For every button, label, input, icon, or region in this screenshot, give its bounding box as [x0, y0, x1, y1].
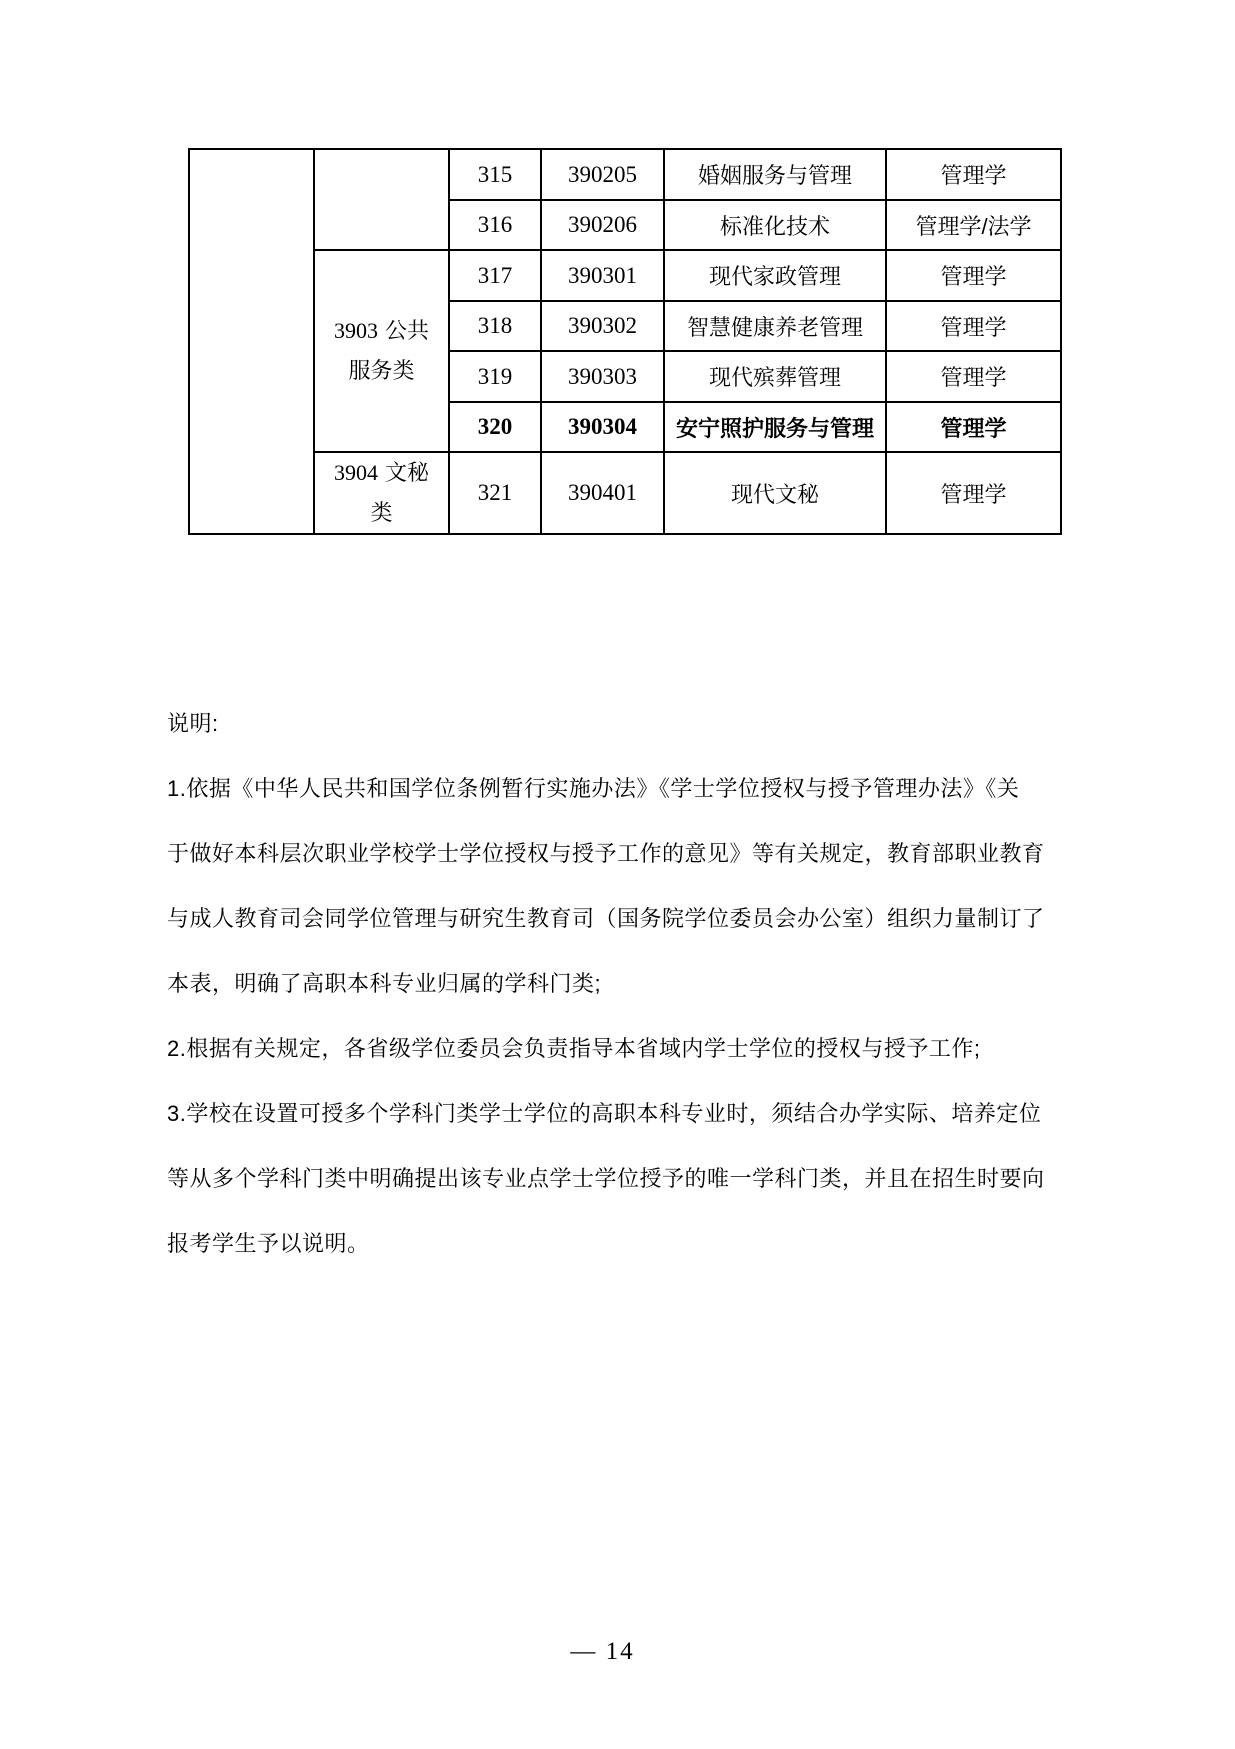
- note-3-line-2: 等从多个学科门类中明确提出该专业点学士学位授予的唯一学科门类，并且在招生时要向: [167, 1166, 1045, 1191]
- table-row-321: [189, 452, 1061, 534]
- serial-cell: 315: [449, 149, 541, 200]
- code-cell: 390401: [541, 452, 664, 534]
- serial-cell: 318: [449, 301, 541, 351]
- category-line: [315, 453, 448, 493]
- note-3-line-3: 报考学生予以说明。: [167, 1231, 370, 1256]
- notes-heading: 说明:: [167, 711, 219, 736]
- note-1-line-3: 与成人教育司会同学位管理与研究生教育司（国务院学位委员会办公室）组织力量制订了: [167, 906, 1045, 931]
- discipline-cell: 管理学/法学: [886, 200, 1061, 250]
- serial-cell: 319: [449, 351, 541, 402]
- major-cell: 现代文秘: [664, 452, 886, 534]
- major-cell: 标准化技术: [664, 200, 886, 250]
- category-number: 3903: [333, 318, 378, 343]
- serial-cell: 321: [449, 452, 541, 534]
- code-cell: 390302: [541, 301, 664, 351]
- major-cell: 智慧健康养老管理: [664, 301, 886, 351]
- major-cell: 安宁照护服务与管理: [664, 402, 886, 452]
- majors-table: [188, 148, 1062, 535]
- discipline-cell: 管理学: [886, 351, 1061, 402]
- category-line: 类: [370, 500, 393, 525]
- code-cell: 390206: [541, 200, 664, 250]
- serial-cell: 317: [449, 250, 541, 301]
- major-cell: 婚姻服务与管理: [664, 149, 886, 200]
- discipline-cell: 管理学: [886, 452, 1061, 534]
- left-spacer-cell: [189, 149, 314, 534]
- serial-cell: 320: [449, 402, 541, 452]
- table-row-315: [189, 149, 1061, 200]
- discipline-cell: 管理学: [886, 402, 1061, 452]
- note-2-line-1: 2.根据有关规定，各省级学位委员会负责指导本省域内学士学位的授权与授予工作;: [167, 1036, 981, 1061]
- discipline-cell: 管理学: [886, 149, 1061, 200]
- note-1-line-4: 本表，明确了高职本科专业归属的学科门类;: [167, 971, 602, 996]
- category-line: [315, 311, 448, 351]
- code-cell: 390301: [541, 250, 664, 301]
- table-row-317: [189, 250, 1061, 301]
- discipline-cell: 管理学: [886, 301, 1061, 351]
- category-line: 服务类: [348, 358, 415, 383]
- major-cell: 现代殡葬管理: [664, 351, 886, 402]
- category-cell-3903: [314, 250, 449, 452]
- category-name: 文秘: [384, 460, 429, 485]
- majors-table-container: [188, 148, 1062, 535]
- discipline-cell: 管理学: [886, 250, 1061, 301]
- category-number: 3904: [333, 460, 378, 485]
- note-1-line-1: 1.依据《中华人民共和国学位条例暂行实施办法》《学士学位授权与授予管理办法》《关: [167, 776, 1020, 801]
- category-name: 公共: [384, 318, 429, 343]
- notes-section: [167, 691, 1072, 1276]
- code-cell: 390304: [541, 402, 664, 452]
- note-3-line-1: 3.学校在设置可授多个学科门类学士学位的高职本科专业时，须结合办学实际、培养定位: [167, 1101, 1042, 1126]
- category-cell-3904: [314, 452, 449, 534]
- category-cell-continued: [314, 149, 449, 250]
- code-cell: 390303: [541, 351, 664, 402]
- serial-cell: 316: [449, 200, 541, 250]
- code-cell: 390205: [541, 149, 664, 200]
- major-cell: 现代家政管理: [664, 250, 886, 301]
- note-1-line-2: 于做好本科层次职业学校学士学位授权与授予工作的意见》等有关规定，教育部职业教育: [167, 841, 1045, 866]
- page-number: — 14: [570, 1638, 635, 1665]
